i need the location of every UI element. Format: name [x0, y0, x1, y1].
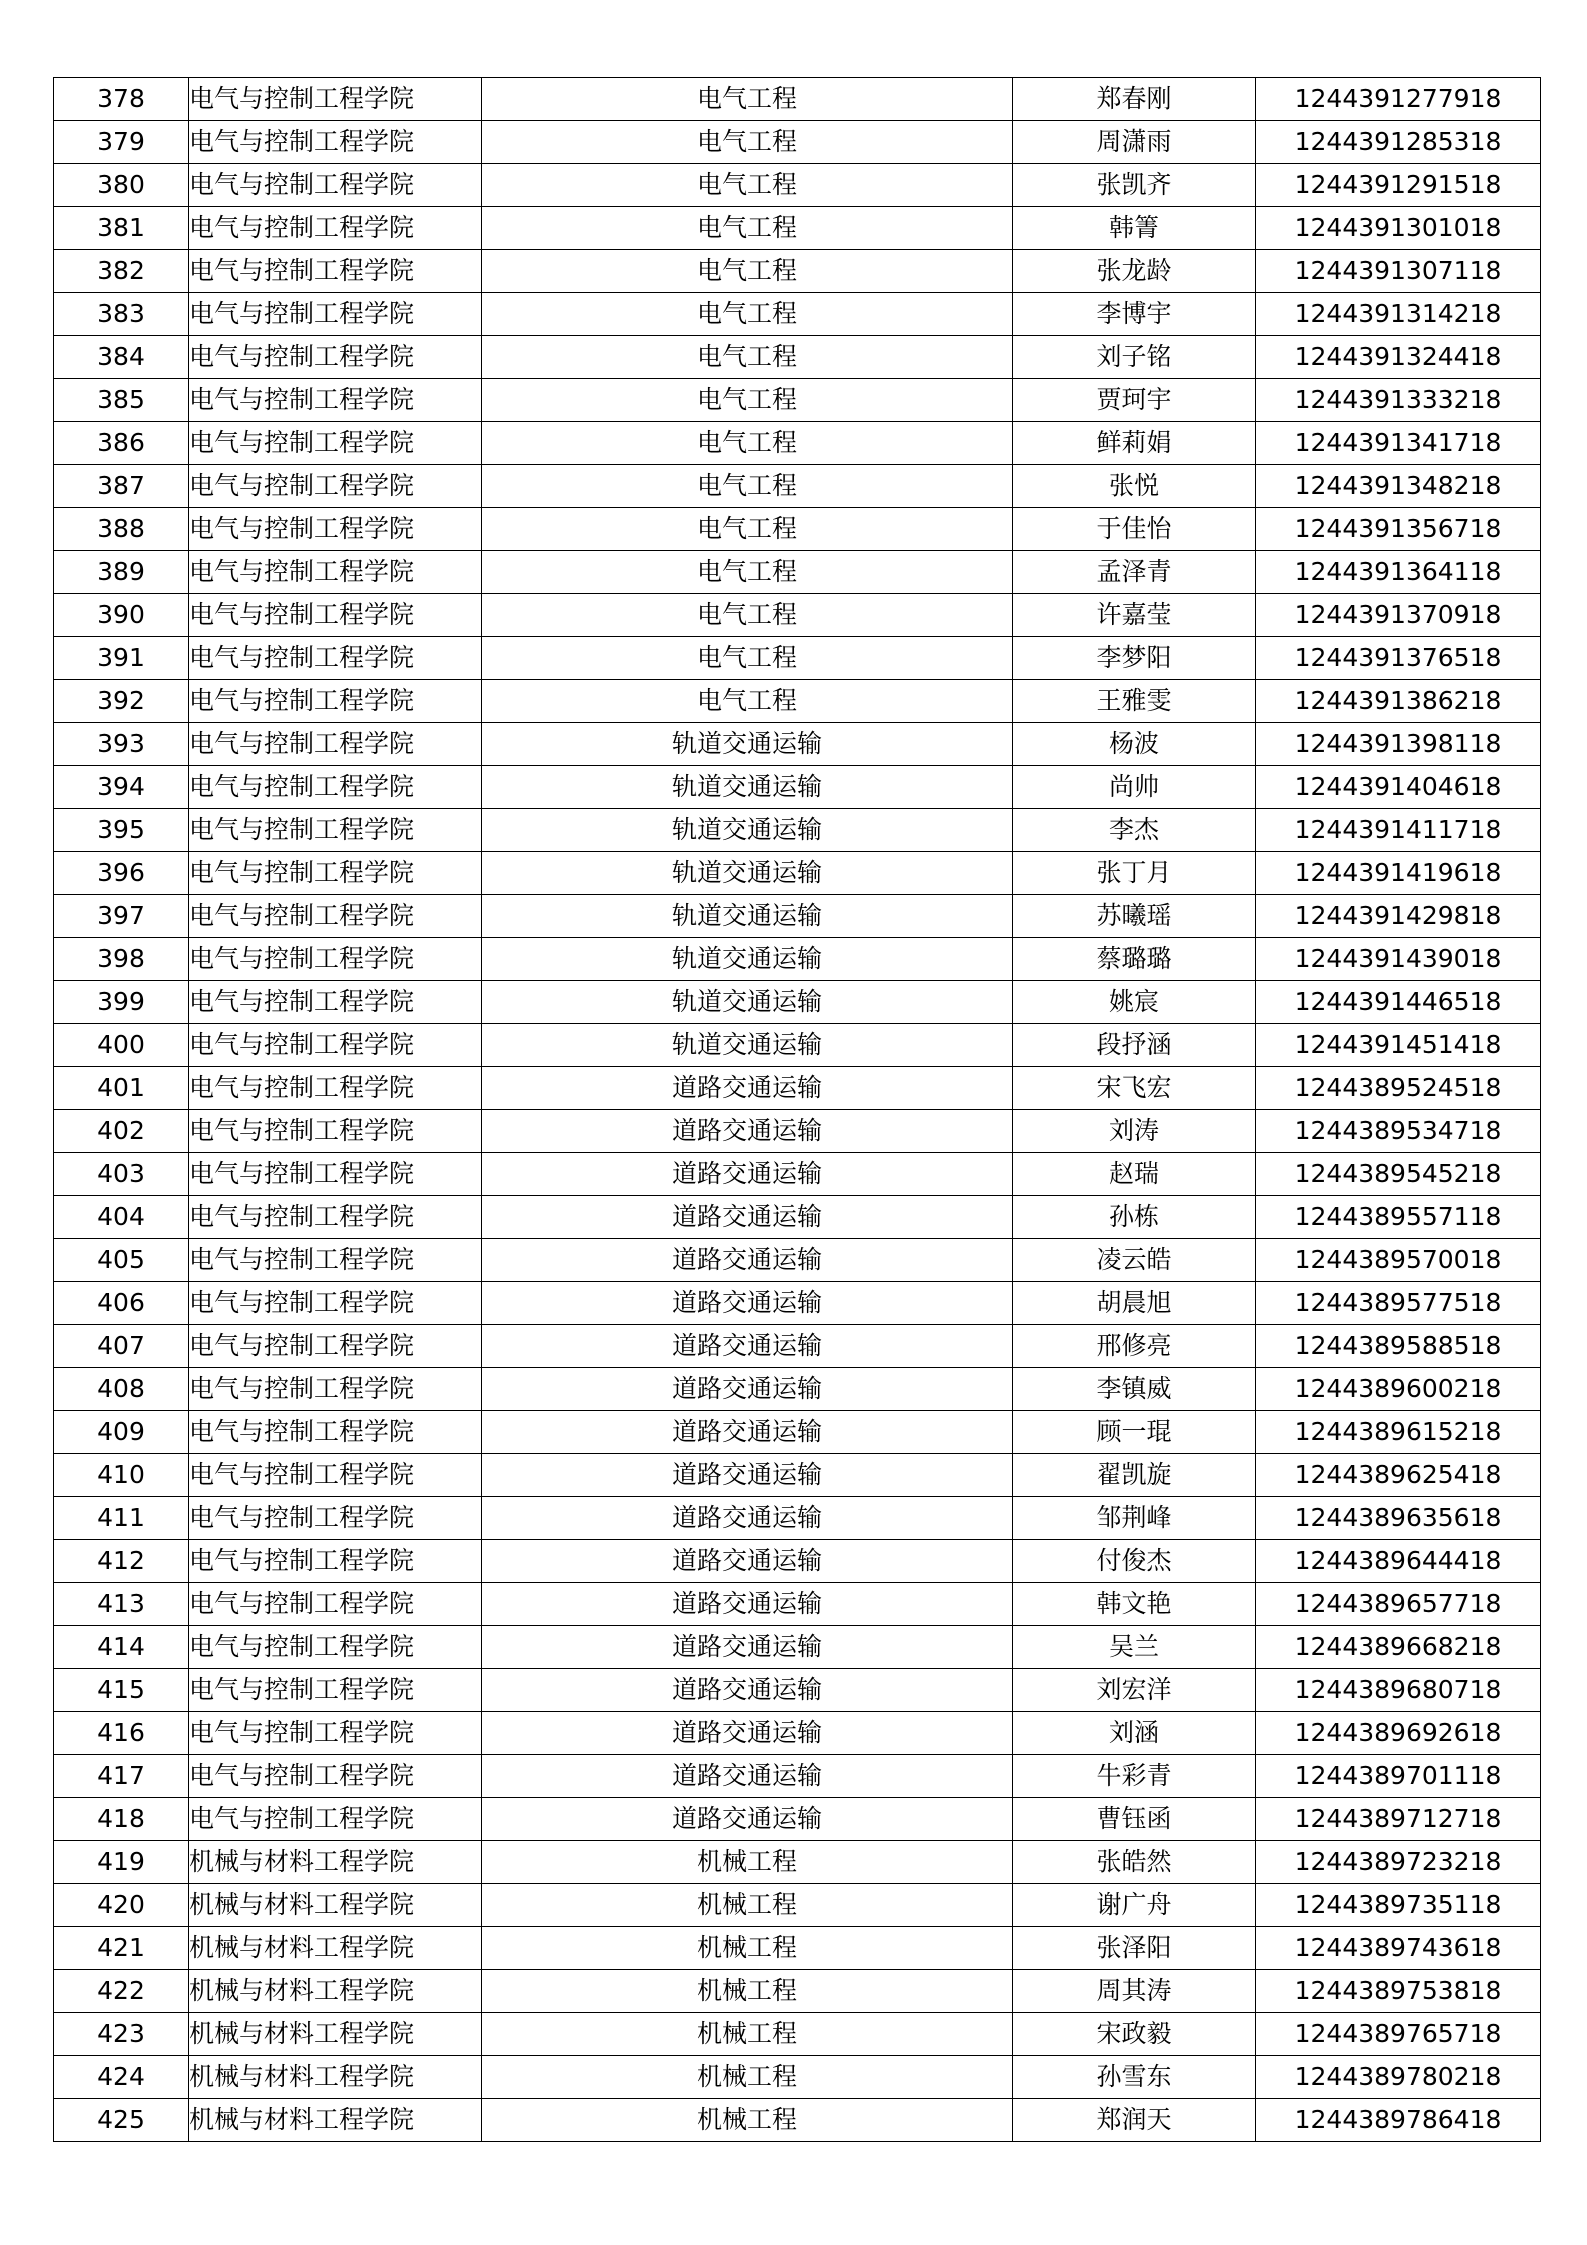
student-name-cell: 李博宇: [1013, 293, 1256, 336]
college-cell: 电气与控制工程学院: [189, 1798, 482, 1841]
table-row: [54, 1411, 1541, 1454]
row-number-cell: 396: [54, 852, 189, 895]
exam-id-cell: 1244389668218: [1256, 1626, 1541, 1669]
college-cell: 电气与控制工程学院: [189, 1196, 482, 1239]
exam-id-cell: 1244389712718: [1256, 1798, 1541, 1841]
student-name-cell: 张丁月: [1013, 852, 1256, 895]
student-name-cell: 谢广舟: [1013, 1884, 1256, 1927]
row-number-cell: 400: [54, 1024, 189, 1067]
student-name-cell: 张悦: [1013, 465, 1256, 508]
exam-id-cell: 1244391429818: [1256, 895, 1541, 938]
student-name-cell: 牛彩青: [1013, 1755, 1256, 1798]
row-number-cell: 384: [54, 336, 189, 379]
table-row: [54, 852, 1541, 895]
exam-id-cell: 1244391376518: [1256, 637, 1541, 680]
major-cell: 电气工程: [482, 121, 1013, 164]
student-name-cell: 李梦阳: [1013, 637, 1256, 680]
major-cell: 道路交通运输: [482, 1282, 1013, 1325]
major-cell: 机械工程: [482, 2056, 1013, 2099]
student-name-cell: 邹荆峰: [1013, 1497, 1256, 1540]
major-cell: 电气工程: [482, 250, 1013, 293]
table-row: [54, 1196, 1541, 1239]
table-row: [54, 379, 1541, 422]
exam-id-cell: 1244389588518: [1256, 1325, 1541, 1368]
exam-id-cell: 1244389570018: [1256, 1239, 1541, 1282]
major-cell: 道路交通运输: [482, 1540, 1013, 1583]
exam-id-cell: 1244389524518: [1256, 1067, 1541, 1110]
exam-id-cell: 1244389680718: [1256, 1669, 1541, 1712]
student-name-cell: 凌云皓: [1013, 1239, 1256, 1282]
table-row: [54, 594, 1541, 637]
exam-id-cell: 1244391364118: [1256, 551, 1541, 594]
student-name-cell: 张凯齐: [1013, 164, 1256, 207]
exam-id-cell: 1244391451418: [1256, 1024, 1541, 1067]
row-number-cell: 378: [54, 78, 189, 121]
major-cell: 电气工程: [482, 508, 1013, 551]
exam-id-cell: 1244391398118: [1256, 723, 1541, 766]
student-name-cell: 姚宸: [1013, 981, 1256, 1024]
row-number-cell: 416: [54, 1712, 189, 1755]
exam-id-cell: 1244389723218: [1256, 1841, 1541, 1884]
major-cell: 机械工程: [482, 1927, 1013, 1970]
college-cell: 电气与控制工程学院: [189, 164, 482, 207]
row-number-cell: 386: [54, 422, 189, 465]
college-cell: 电气与控制工程学院: [189, 1755, 482, 1798]
table-row: [54, 1669, 1541, 1712]
exam-id-cell: 1244391307118: [1256, 250, 1541, 293]
college-cell: 电气与控制工程学院: [189, 1626, 482, 1669]
student-name-cell: 郑春刚: [1013, 78, 1256, 121]
college-cell: 机械与材料工程学院: [189, 1884, 482, 1927]
college-cell: 机械与材料工程学院: [189, 2056, 482, 2099]
row-number-cell: 414: [54, 1626, 189, 1669]
college-cell: 电气与控制工程学院: [189, 1153, 482, 1196]
row-number-cell: 421: [54, 1927, 189, 1970]
student-name-cell: 宋飞宏: [1013, 1067, 1256, 1110]
college-cell: 机械与材料工程学院: [189, 2013, 482, 2056]
row-number-cell: 389: [54, 551, 189, 594]
college-cell: 电气与控制工程学院: [189, 1325, 482, 1368]
major-cell: 电气工程: [482, 207, 1013, 250]
table-row: [54, 1153, 1541, 1196]
table-row: [54, 78, 1541, 121]
major-cell: 轨道交通运输: [482, 1024, 1013, 1067]
row-number-cell: 402: [54, 1110, 189, 1153]
student-name-cell: 韩箐: [1013, 207, 1256, 250]
college-cell: 电气与控制工程学院: [189, 336, 482, 379]
exam-id-cell: 1244391324418: [1256, 336, 1541, 379]
major-cell: 道路交通运输: [482, 1755, 1013, 1798]
exam-id-cell: 1244389644418: [1256, 1540, 1541, 1583]
college-cell: 电气与控制工程学院: [189, 1282, 482, 1325]
table-row: [54, 1970, 1541, 2013]
college-cell: 电气与控制工程学院: [189, 78, 482, 121]
major-cell: 机械工程: [482, 1884, 1013, 1927]
student-name-cell: 吴兰: [1013, 1626, 1256, 1669]
row-number-cell: 408: [54, 1368, 189, 1411]
student-name-cell: 曹钰函: [1013, 1798, 1256, 1841]
table-row: [54, 1798, 1541, 1841]
major-cell: 道路交通运输: [482, 1239, 1013, 1282]
student-name-cell: 李镇威: [1013, 1368, 1256, 1411]
row-number-cell: 387: [54, 465, 189, 508]
major-cell: 电气工程: [482, 379, 1013, 422]
exam-id-cell: 1244391404618: [1256, 766, 1541, 809]
row-number-cell: 404: [54, 1196, 189, 1239]
row-number-cell: 417: [54, 1755, 189, 1798]
student-name-cell: 张皓然: [1013, 1841, 1256, 1884]
major-cell: 道路交通运输: [482, 1411, 1013, 1454]
student-name-cell: 顾一琨: [1013, 1411, 1256, 1454]
row-number-cell: 420: [54, 1884, 189, 1927]
major-cell: 轨道交通运输: [482, 852, 1013, 895]
table-row: [54, 2013, 1541, 2056]
major-cell: 轨道交通运输: [482, 766, 1013, 809]
table-row: [54, 164, 1541, 207]
row-number-cell: 425: [54, 2099, 189, 2142]
college-cell: 电气与控制工程学院: [189, 1712, 482, 1755]
student-name-cell: 胡晨旭: [1013, 1282, 1256, 1325]
student-name-cell: 苏曦瑶: [1013, 895, 1256, 938]
college-cell: 电气与控制工程学院: [189, 895, 482, 938]
row-number-cell: 423: [54, 2013, 189, 2056]
table-row: [54, 207, 1541, 250]
exam-id-cell: 1244391341718: [1256, 422, 1541, 465]
roster-table-body: [54, 78, 1541, 2142]
row-number-cell: 407: [54, 1325, 189, 1368]
row-number-cell: 388: [54, 508, 189, 551]
student-name-cell: 于佳怡: [1013, 508, 1256, 551]
student-name-cell: 刘涵: [1013, 1712, 1256, 1755]
exam-id-cell: 1244391277918: [1256, 78, 1541, 121]
student-name-cell: 孙栋: [1013, 1196, 1256, 1239]
table-row: [54, 293, 1541, 336]
college-cell: 电气与控制工程学院: [189, 551, 482, 594]
table-row: [54, 1067, 1541, 1110]
student-name-cell: 孟泽青: [1013, 551, 1256, 594]
major-cell: 轨道交通运输: [482, 723, 1013, 766]
student-name-cell: 韩文艳: [1013, 1583, 1256, 1626]
table-row: [54, 465, 1541, 508]
major-cell: 轨道交通运输: [482, 895, 1013, 938]
table-row: [54, 1239, 1541, 1282]
table-row: [54, 1454, 1541, 1497]
college-cell: 电气与控制工程学院: [189, 1024, 482, 1067]
college-cell: 电气与控制工程学院: [189, 766, 482, 809]
table-row: [54, 1110, 1541, 1153]
row-number-cell: 412: [54, 1540, 189, 1583]
major-cell: 电气工程: [482, 164, 1013, 207]
exam-id-cell: 1244389615218: [1256, 1411, 1541, 1454]
college-cell: 电气与控制工程学院: [189, 422, 482, 465]
college-cell: 电气与控制工程学院: [189, 594, 482, 637]
table-row: [54, 895, 1541, 938]
exam-id-cell: 1244391370918: [1256, 594, 1541, 637]
college-cell: 电气与控制工程学院: [189, 1669, 482, 1712]
student-name-cell: 许嘉莹: [1013, 594, 1256, 637]
student-name-cell: 付俊杰: [1013, 1540, 1256, 1583]
exam-id-cell: 1244389743618: [1256, 1927, 1541, 1970]
student-name-cell: 张龙龄: [1013, 250, 1256, 293]
exam-id-cell: 1244391446518: [1256, 981, 1541, 1024]
exam-id-cell: 1244389765718: [1256, 2013, 1541, 2056]
college-cell: 电气与控制工程学院: [189, 637, 482, 680]
college-cell: 电气与控制工程学院: [189, 293, 482, 336]
college-cell: 机械与材料工程学院: [189, 2099, 482, 2142]
student-name-cell: 周其涛: [1013, 1970, 1256, 2013]
college-cell: 电气与控制工程学院: [189, 1583, 482, 1626]
exam-id-cell: 1244391333218: [1256, 379, 1541, 422]
table-row: [54, 2099, 1541, 2142]
table-row: [54, 1282, 1541, 1325]
college-cell: 电气与控制工程学院: [189, 207, 482, 250]
table-row: [54, 1755, 1541, 1798]
row-number-cell: 413: [54, 1583, 189, 1626]
row-number-cell: 415: [54, 1669, 189, 1712]
student-name-cell: 鲜莉娟: [1013, 422, 1256, 465]
college-cell: 电气与控制工程学院: [189, 1497, 482, 1540]
student-name-cell: 赵瑞: [1013, 1153, 1256, 1196]
table-row: [54, 680, 1541, 723]
table-row: [54, 981, 1541, 1024]
student-name-cell: 翟凯旋: [1013, 1454, 1256, 1497]
student-name-cell: 李杰: [1013, 809, 1256, 852]
row-number-cell: 381: [54, 207, 189, 250]
student-name-cell: 王雅雯: [1013, 680, 1256, 723]
major-cell: 电气工程: [482, 637, 1013, 680]
exam-id-cell: 1244389600218: [1256, 1368, 1541, 1411]
college-cell: 机械与材料工程学院: [189, 1841, 482, 1884]
student-name-cell: 宋政毅: [1013, 2013, 1256, 2056]
exam-id-cell: 1244389657718: [1256, 1583, 1541, 1626]
major-cell: 道路交通运输: [482, 1626, 1013, 1669]
exam-id-cell: 1244389735118: [1256, 1884, 1541, 1927]
college-cell: 电气与控制工程学院: [189, 1110, 482, 1153]
exam-id-cell: 1244389692618: [1256, 1712, 1541, 1755]
exam-id-cell: 1244389534718: [1256, 1110, 1541, 1153]
major-cell: 道路交通运输: [482, 1368, 1013, 1411]
major-cell: 轨道交通运输: [482, 981, 1013, 1024]
exam-id-cell: 1244391348218: [1256, 465, 1541, 508]
table-row: [54, 1497, 1541, 1540]
row-number-cell: 398: [54, 938, 189, 981]
table-row: [54, 1024, 1541, 1067]
exam-id-cell: 1244391285318: [1256, 121, 1541, 164]
college-cell: 电气与控制工程学院: [189, 938, 482, 981]
row-number-cell: 406: [54, 1282, 189, 1325]
table-row: [54, 1884, 1541, 1927]
exam-id-cell: 1244389635618: [1256, 1497, 1541, 1540]
exam-id-cell: 1244391356718: [1256, 508, 1541, 551]
exam-id-cell: 1244391419618: [1256, 852, 1541, 895]
exam-id-cell: 1244389753818: [1256, 1970, 1541, 2013]
table-row: [54, 723, 1541, 766]
major-cell: 道路交通运输: [482, 1712, 1013, 1755]
table-row: [54, 2056, 1541, 2099]
exam-id-cell: 1244391301018: [1256, 207, 1541, 250]
table-row: [54, 1325, 1541, 1368]
college-cell: 电气与控制工程学院: [189, 1368, 482, 1411]
table-row: [54, 250, 1541, 293]
exam-id-cell: 1244389625418: [1256, 1454, 1541, 1497]
major-cell: 轨道交通运输: [482, 809, 1013, 852]
student-name-cell: 孙雪东: [1013, 2056, 1256, 2099]
student-name-cell: 郑润天: [1013, 2099, 1256, 2142]
row-number-cell: 410: [54, 1454, 189, 1497]
college-cell: 电气与控制工程学院: [189, 379, 482, 422]
table-row: [54, 508, 1541, 551]
table-row: [54, 1927, 1541, 1970]
row-number-cell: 418: [54, 1798, 189, 1841]
table-row: [54, 1841, 1541, 1884]
major-cell: 道路交通运输: [482, 1153, 1013, 1196]
row-number-cell: 424: [54, 2056, 189, 2099]
exam-id-cell: 1244389780218: [1256, 2056, 1541, 2099]
row-number-cell: 382: [54, 250, 189, 293]
row-number-cell: 401: [54, 1067, 189, 1110]
table-row: [54, 551, 1541, 594]
row-number-cell: 397: [54, 895, 189, 938]
college-cell: 电气与控制工程学院: [189, 1454, 482, 1497]
major-cell: 机械工程: [482, 2013, 1013, 2056]
major-cell: 电气工程: [482, 551, 1013, 594]
major-cell: 道路交通运输: [482, 1110, 1013, 1153]
student-name-cell: 刘宏洋: [1013, 1669, 1256, 1712]
student-name-cell: 贾珂宇: [1013, 379, 1256, 422]
major-cell: 道路交通运输: [482, 1067, 1013, 1110]
row-number-cell: 394: [54, 766, 189, 809]
row-number-cell: 411: [54, 1497, 189, 1540]
table-row: [54, 336, 1541, 379]
college-cell: 机械与材料工程学院: [189, 1927, 482, 1970]
exam-id-cell: 1244389701118: [1256, 1755, 1541, 1798]
row-number-cell: 391: [54, 637, 189, 680]
exam-id-cell: 1244391291518: [1256, 164, 1541, 207]
table-row: [54, 1712, 1541, 1755]
college-cell: 电气与控制工程学院: [189, 680, 482, 723]
student-name-cell: 周潇雨: [1013, 121, 1256, 164]
major-cell: 道路交通运输: [482, 1798, 1013, 1841]
major-cell: 道路交通运输: [482, 1669, 1013, 1712]
table-row: [54, 1626, 1541, 1669]
row-number-cell: 422: [54, 1970, 189, 2013]
college-cell: 电气与控制工程学院: [189, 809, 482, 852]
table-row: [54, 1583, 1541, 1626]
row-number-cell: 380: [54, 164, 189, 207]
student-name-cell: 张泽阳: [1013, 1927, 1256, 1970]
college-cell: 电气与控制工程学院: [189, 1411, 482, 1454]
major-cell: 机械工程: [482, 2099, 1013, 2142]
row-number-cell: 392: [54, 680, 189, 723]
major-cell: 电气工程: [482, 336, 1013, 379]
major-cell: 电气工程: [482, 594, 1013, 637]
major-cell: 道路交通运输: [482, 1196, 1013, 1239]
major-cell: 道路交通运输: [482, 1325, 1013, 1368]
college-cell: 电气与控制工程学院: [189, 981, 482, 1024]
exam-id-cell: 1244389557118: [1256, 1196, 1541, 1239]
college-cell: 电气与控制工程学院: [189, 723, 482, 766]
row-number-cell: 405: [54, 1239, 189, 1282]
table-row: [54, 422, 1541, 465]
table-row: [54, 766, 1541, 809]
college-cell: 电气与控制工程学院: [189, 121, 482, 164]
student-name-cell: 刘涛: [1013, 1110, 1256, 1153]
row-number-cell: 399: [54, 981, 189, 1024]
major-cell: 电气工程: [482, 680, 1013, 723]
row-number-cell: 403: [54, 1153, 189, 1196]
college-cell: 电气与控制工程学院: [189, 1067, 482, 1110]
exam-id-cell: 1244391439018: [1256, 938, 1541, 981]
exam-id-cell: 1244389545218: [1256, 1153, 1541, 1196]
college-cell: 机械与材料工程学院: [189, 1970, 482, 2013]
exam-id-cell: 1244391386218: [1256, 680, 1541, 723]
exam-id-cell: 1244391314218: [1256, 293, 1541, 336]
student-name-cell: 蔡璐璐: [1013, 938, 1256, 981]
college-cell: 电气与控制工程学院: [189, 508, 482, 551]
major-cell: 电气工程: [482, 422, 1013, 465]
major-cell: 道路交通运输: [482, 1583, 1013, 1626]
student-roster-table: [53, 77, 1541, 2142]
exam-id-cell: 1244389577518: [1256, 1282, 1541, 1325]
student-name-cell: 刘子铭: [1013, 336, 1256, 379]
table-row: [54, 637, 1541, 680]
table-row: [54, 1368, 1541, 1411]
table-row: [54, 121, 1541, 164]
exam-id-cell: 1244391411718: [1256, 809, 1541, 852]
table-row: [54, 809, 1541, 852]
major-cell: 电气工程: [482, 78, 1013, 121]
table-row: [54, 938, 1541, 981]
college-cell: 电气与控制工程学院: [189, 852, 482, 895]
student-name-cell: 尚帅: [1013, 766, 1256, 809]
college-cell: 电气与控制工程学院: [189, 250, 482, 293]
row-number-cell: 390: [54, 594, 189, 637]
major-cell: 机械工程: [482, 1841, 1013, 1884]
college-cell: 电气与控制工程学院: [189, 1239, 482, 1282]
major-cell: 电气工程: [482, 465, 1013, 508]
major-cell: 道路交通运输: [482, 1454, 1013, 1497]
row-number-cell: 385: [54, 379, 189, 422]
row-number-cell: 393: [54, 723, 189, 766]
major-cell: 机械工程: [482, 1970, 1013, 2013]
major-cell: 道路交通运输: [482, 1497, 1013, 1540]
table-row: [54, 1540, 1541, 1583]
row-number-cell: 383: [54, 293, 189, 336]
student-name-cell: 段抒涵: [1013, 1024, 1256, 1067]
row-number-cell: 395: [54, 809, 189, 852]
row-number-cell: 419: [54, 1841, 189, 1884]
row-number-cell: 379: [54, 121, 189, 164]
major-cell: 电气工程: [482, 293, 1013, 336]
college-cell: 电气与控制工程学院: [189, 1540, 482, 1583]
major-cell: 轨道交通运输: [482, 938, 1013, 981]
row-number-cell: 409: [54, 1411, 189, 1454]
exam-id-cell: 1244389786418: [1256, 2099, 1541, 2142]
college-cell: 电气与控制工程学院: [189, 465, 482, 508]
student-name-cell: 杨波: [1013, 723, 1256, 766]
student-name-cell: 邢修亮: [1013, 1325, 1256, 1368]
